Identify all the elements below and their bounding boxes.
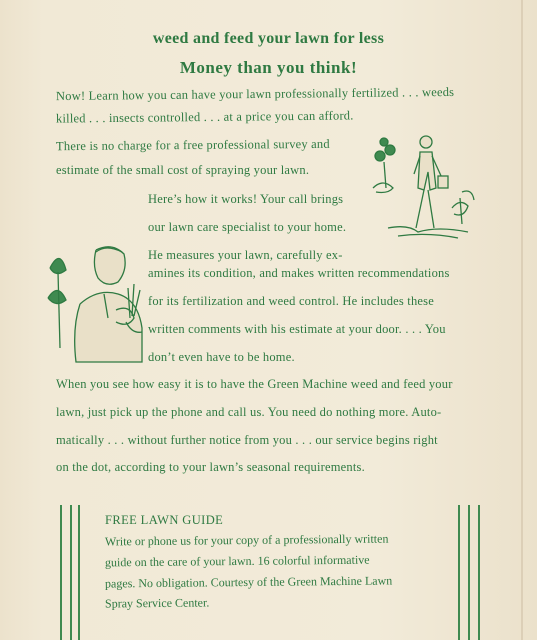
guide-border-line xyxy=(60,505,62,640)
body-line: Here’s how it works! Your call brings xyxy=(148,192,344,206)
headline-line-2: Money than you think! xyxy=(179,58,358,77)
body-line: our lawn care specialist to your home. xyxy=(148,220,347,234)
guide-border-line xyxy=(458,505,460,640)
guide-border-line xyxy=(78,505,80,640)
body-line: Now! Learn how you can have your lawn professionally fertilized . . . weeds xyxy=(55,84,455,104)
body-line: matically . . . without further notice from you . . . our service begins right xyxy=(56,433,438,447)
headline-line-1: weed and feed your lawn for less xyxy=(152,30,385,47)
body-line: killed . . . insects controlled . . . at a price you can afford. xyxy=(55,108,354,126)
guide-line: guide on the care of your lawn. 16 colorful informative xyxy=(104,552,370,570)
page-fold xyxy=(521,0,523,640)
body-line: for its fertilization and weed control. He includes these xyxy=(148,294,434,308)
body-line: estimate of the small cost of spraying your lawn. xyxy=(56,163,310,177)
body-line: He measures your lawn, carefully ex- xyxy=(148,248,343,262)
body-line: When you see how easy it is to have the Green Machine weed and feed your xyxy=(56,377,453,391)
guide-line: pages. No obligation. Courtesy of the Green Machine Lawn xyxy=(104,573,393,591)
walking-man-illustration xyxy=(368,128,478,248)
body-line: on the dot, according to your lawn’s seasonal requirements. xyxy=(56,460,365,474)
body-line: amines its condition, and makes written recommendations xyxy=(148,266,450,280)
body-line: written comments with his estimate at your door. . . . You xyxy=(148,322,446,336)
guide-title: FREE LAWN GUIDE xyxy=(105,513,224,527)
body-line: lawn, just pick up the phone and call us. You need do nothing more. Auto- xyxy=(56,405,442,419)
guide-line: Spray Service Center. xyxy=(104,595,210,611)
guide-line: Write or phone us for your copy of a professionally written xyxy=(104,531,389,549)
body-line: don’t even have to be home. xyxy=(148,350,295,364)
guide-border-line xyxy=(468,505,470,640)
guide-border-line xyxy=(478,505,480,640)
body-line: There is no charge for a free professional survey and xyxy=(55,136,330,154)
man-holding-grass-illustration xyxy=(46,238,156,368)
guide-border-line xyxy=(70,505,72,640)
